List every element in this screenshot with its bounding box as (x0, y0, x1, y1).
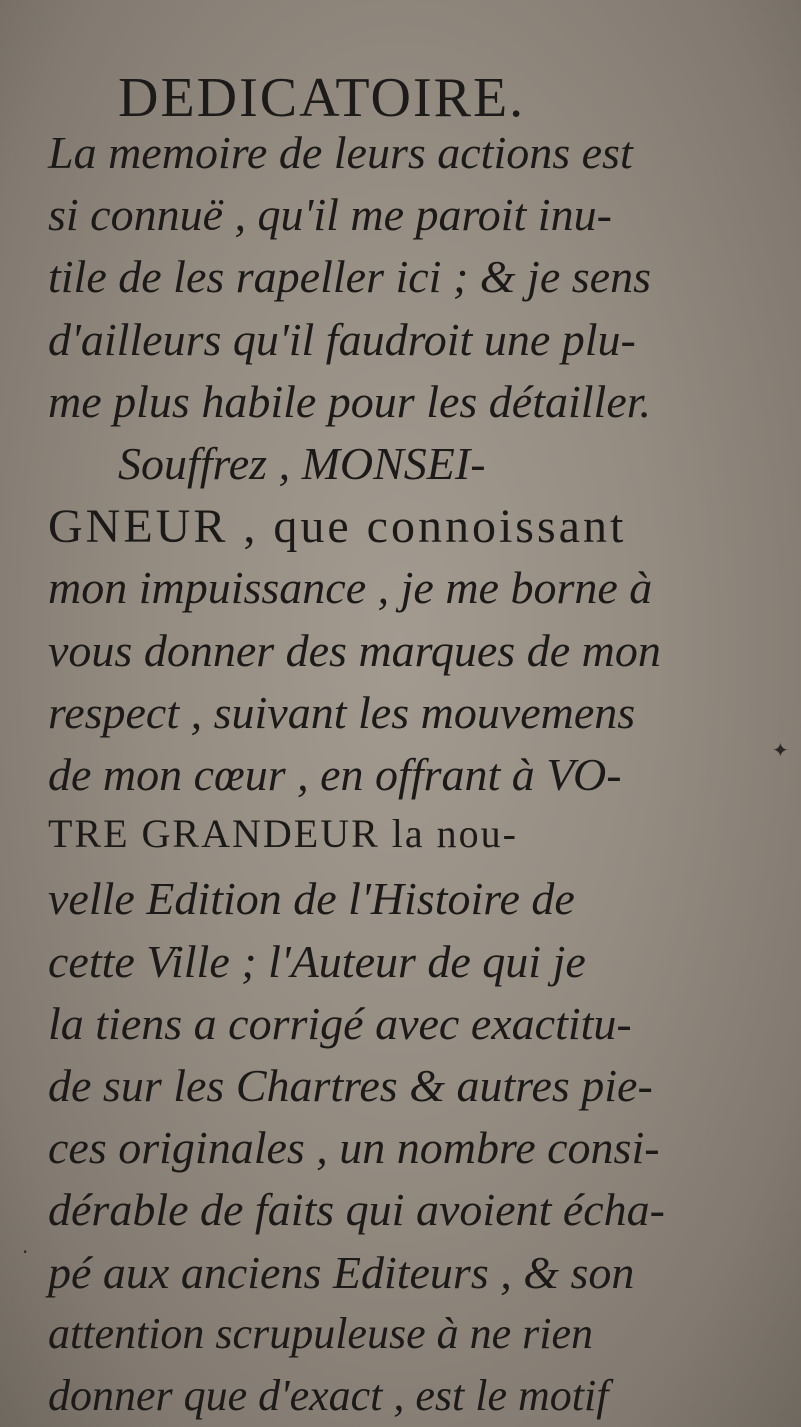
text-line-7: GNEUR , que connoissant (48, 500, 627, 553)
text-line-3: tile de les rapeller ici ; & je sens (48, 251, 651, 302)
text-line-11: de mon cœur , en offrant à VO- (48, 749, 622, 800)
text-line-5: me plus habile pour les détailler. (48, 376, 652, 427)
text-line-15: la tiens a corrigé avec exactitu- (48, 998, 632, 1049)
page-heading: DEDICATOIRE. (118, 67, 526, 129)
text-line-1: La memoire de leurs actions est (48, 127, 633, 178)
text-line-20: attention scrupuleuse à ne rien (48, 1309, 594, 1358)
text-line-4: d'ailleurs qu'il faudroit une plu- (48, 314, 636, 365)
text-line-17: ces originales , un nombre consi- (48, 1122, 660, 1173)
text-line-12: TRE GRANDEUR la nou- (48, 811, 518, 856)
text-line-6: Souffrez , MONSEI- (118, 438, 486, 489)
text-line-14: cette Ville ; l'Auteur de qui je (48, 936, 586, 987)
text-line-18: dérable de faits qui avoient écha- (48, 1184, 666, 1235)
text-line-9: vous donner des marques de mon (48, 625, 661, 676)
text-line-2: si connuë , qu'il me paroit inu- (48, 189, 612, 240)
text-line-21: donner que d'exact , est le motif (48, 1371, 609, 1420)
ink-speck: ✦ (772, 738, 789, 762)
text-line-13: velle Edition de l'Histoire de (48, 873, 575, 924)
text-line-16: de sur les Chartres & autres pie- (48, 1060, 653, 1111)
text-line-19: pé aux anciens Editeurs , & son (48, 1247, 635, 1298)
text-line-8: mon impuissance , je me borne à (48, 562, 653, 613)
ink-speck: · (22, 1240, 29, 1264)
text-line-10: respect , suivant les mouvemens (48, 687, 636, 738)
